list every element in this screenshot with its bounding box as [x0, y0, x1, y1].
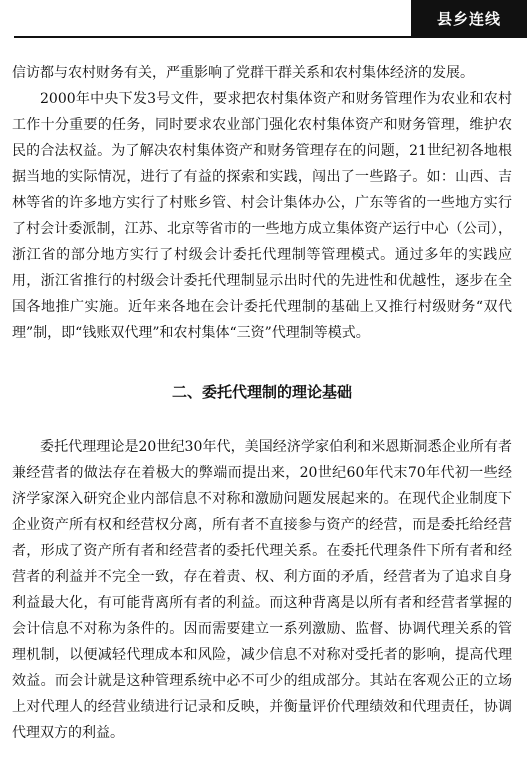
- section-heading: 二、委托代理制的理论基础: [171, 383, 352, 401]
- paragraph-2000-document: 2000年中央下发3号文件，要求把农村集体资产和财务管理作为农业和农村工作十分重要的任务，同时要求农业部门强化农村集体资产和财务管理，维护农民的合法权益。为了解决农村集体资产和财务管理存在的问题，21世纪初各地根据当地的实际情况，进行了有益的探索和实践，闯出了一些路子。如：山西、吉林等省的许多地方实行了村账乡管、村会计集体办公，广东等省的一些地方实行了村会计委派制，江苏、北京等省市的一些地方成立集体资产运行中心（公司），浙江省的部分地方实行了村级会计委托代理制等管理模式。通过多年的实践应用，浙江省推行的村级会计委托代理制显示出时代的先进性和优越性，逐步在全国各地推广实施。近年来各地在会计委托代理制的基础上又推行村级财务“双代理”制，即“钱账双代理”和农村集体“三资”代理制等模式。: [12, 91, 512, 341]
- paragraph-continued: 信访都与农村财务有关，严重影响了党群干群关系和农村集体经济的发展。: [12, 65, 474, 81]
- running-header-label: 县乡连线: [411, 0, 527, 37]
- page-body: [12, 60, 512, 746]
- paragraph-agency-theory: 委托代理理论是20世纪30年代，美国经济学家伯利和米恩斯洞悉企业所有者兼经营者的做法存在着极大的弊端而提出来，20世纪60年代末70年代初一些经济学家深入研究企业内部信息不对称和激励问题发展起来的。在现代企业制度下企业资产所有权和经营权分离，所有者不直接参与资产的经营，而是委托给经营者，形成了资产所有者和经营者的委托代理关系。在委托代理条件下所有者和经营者的利益并不完全一致，存在着责、权、利方面的矛盾，经营者为了追求自身利益最大化，有可能背离所有者的利益。而这种背离是以所有者和经营者掌握的会计信息不对称为条件的。因而需要建立一系列激励、监督、协调代理关系的管理机制，以便减轻代理成本和风险，减少信息不对称对受托者的影响，提高代理效益。而会计就是这种管理系统中必不可少的组成部分。其站在客观公正的立场上对代理人的经营业绩进行记录和反映，并衡量评价代理绩效和代理责任，协调代理双方的利益。: [12, 439, 512, 741]
